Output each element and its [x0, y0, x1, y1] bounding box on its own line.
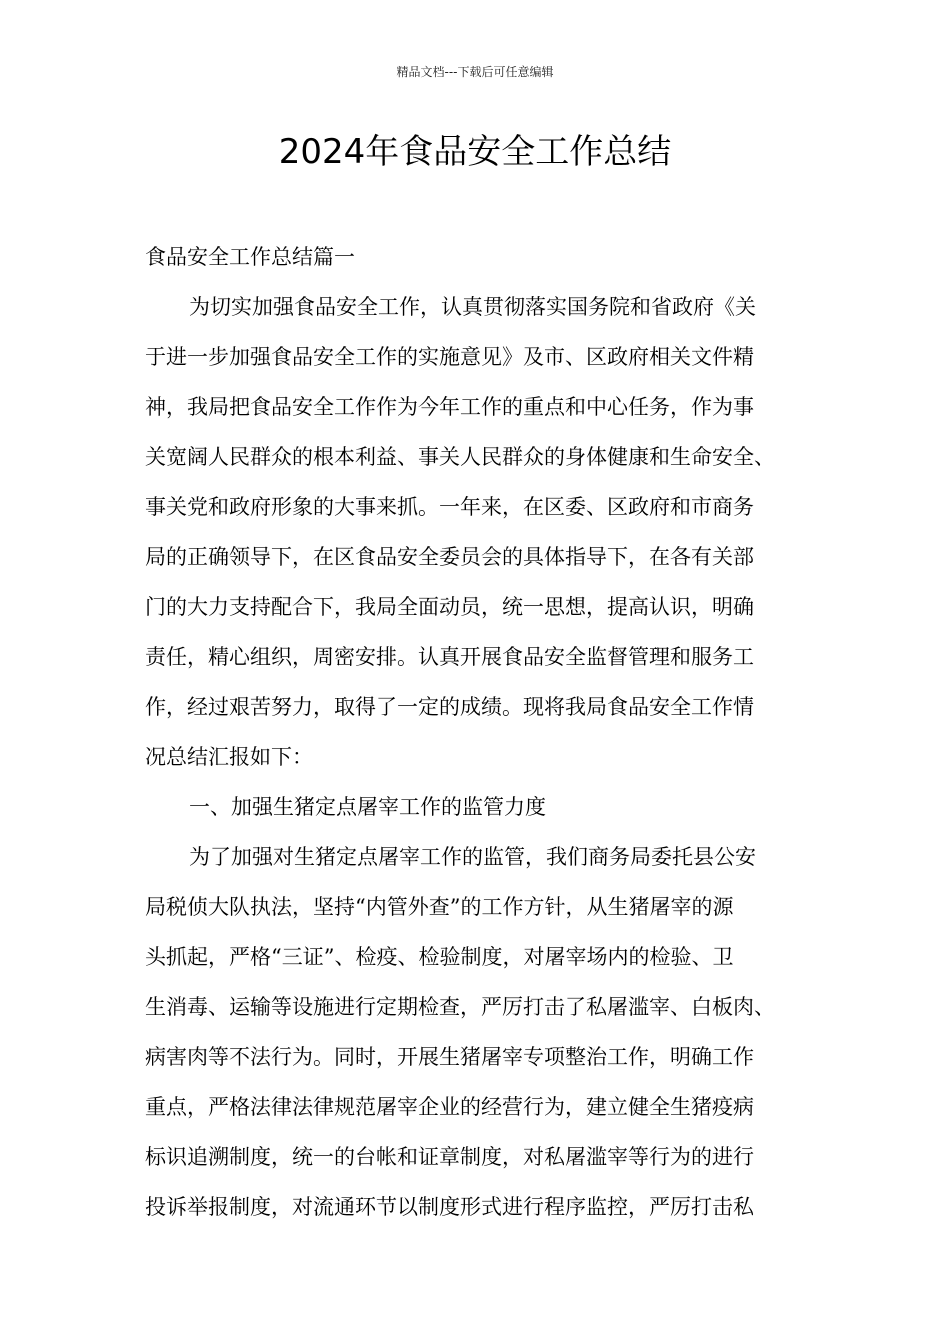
paragraph-line: 局税侦大队执法，坚持“内管外查”的工作方针，从生猪屠宰的源 [145, 895, 734, 919]
paragraph-line: 关宽阔人民群众的根本利益、事关人民群众的身体健康和生命安全、 [145, 445, 775, 469]
page-title: 2024年食品安全工作总结 [278, 132, 672, 172]
paragraph-line: 生消毒、运输等设施进行定期检查，严厉打击了私屠滥宰、白板肉、 [145, 995, 775, 1019]
paragraph-line: 病害肉等不法行为。同时，开展生猪屠宰专项整治工作，明确工作 [145, 1045, 754, 1069]
paragraph-1 [145, 282, 825, 782]
paragraph-line: 作，经过艰苦努力，取得了一定的成绩。现将我局食品安全工作情 [145, 695, 754, 719]
paragraph-line: 事关党和政府形象的大事来抓。一年来，在区委、区政府和市商务 [145, 495, 754, 519]
paragraph-line: 头抓起，严格“三证”、检疫、检验制度，对屠宰场内的检验、卫 [145, 945, 734, 969]
subheading-1: 一、加强生猪定点屠宰工作的监管力度 [189, 795, 546, 819]
paragraph-line: 门的大力支持配合下，我局全面动员，统一思想，提高认识，明确 [145, 595, 754, 619]
paragraph-line: 为了加强对生猪定点屠宰工作的监管，我们商务局委托县公安 [189, 845, 756, 869]
paragraph-line: 局的正确领导下，在区食品安全委员会的具体指导下，在各有关部 [145, 545, 754, 569]
paragraph-line: 标识追溯制度，统一的台帐和证章制度，对私屠滥宰等行为的进行 [145, 1145, 754, 1169]
paragraph-line: 神，我局把食品安全工作作为今年工作的重点和中心任务，作为事 [145, 395, 754, 419]
section-heading: 食品安全工作总结篇一 [145, 245, 355, 269]
header-note: 精品文档---下载后可任意编辑 [396, 65, 554, 79]
paragraph-line: 责任，精心组织，周密安排。认真开展食品安全监督管理和服务工 [145, 645, 754, 669]
paragraph-2 [145, 832, 825, 1232]
document-body [145, 232, 825, 1232]
paragraph-line: 重点，严格法律法律规范屠宰企业的经营行为，建立健全生猪疫病 [145, 1095, 754, 1119]
paragraph-line: 为切实加强食品安全工作，认真贯彻落实国务院和省政府《关 [189, 295, 756, 319]
paragraph-line: 况总结汇报如下： [145, 745, 313, 769]
paragraph-line: 于进一步加强食品安全工作的实施意见》及市、区政府相关文件精 [145, 345, 754, 369]
paragraph-line: 投诉举报制度，对流通环节以制度形式进行程序监控，严厉打击私 [145, 1195, 754, 1219]
